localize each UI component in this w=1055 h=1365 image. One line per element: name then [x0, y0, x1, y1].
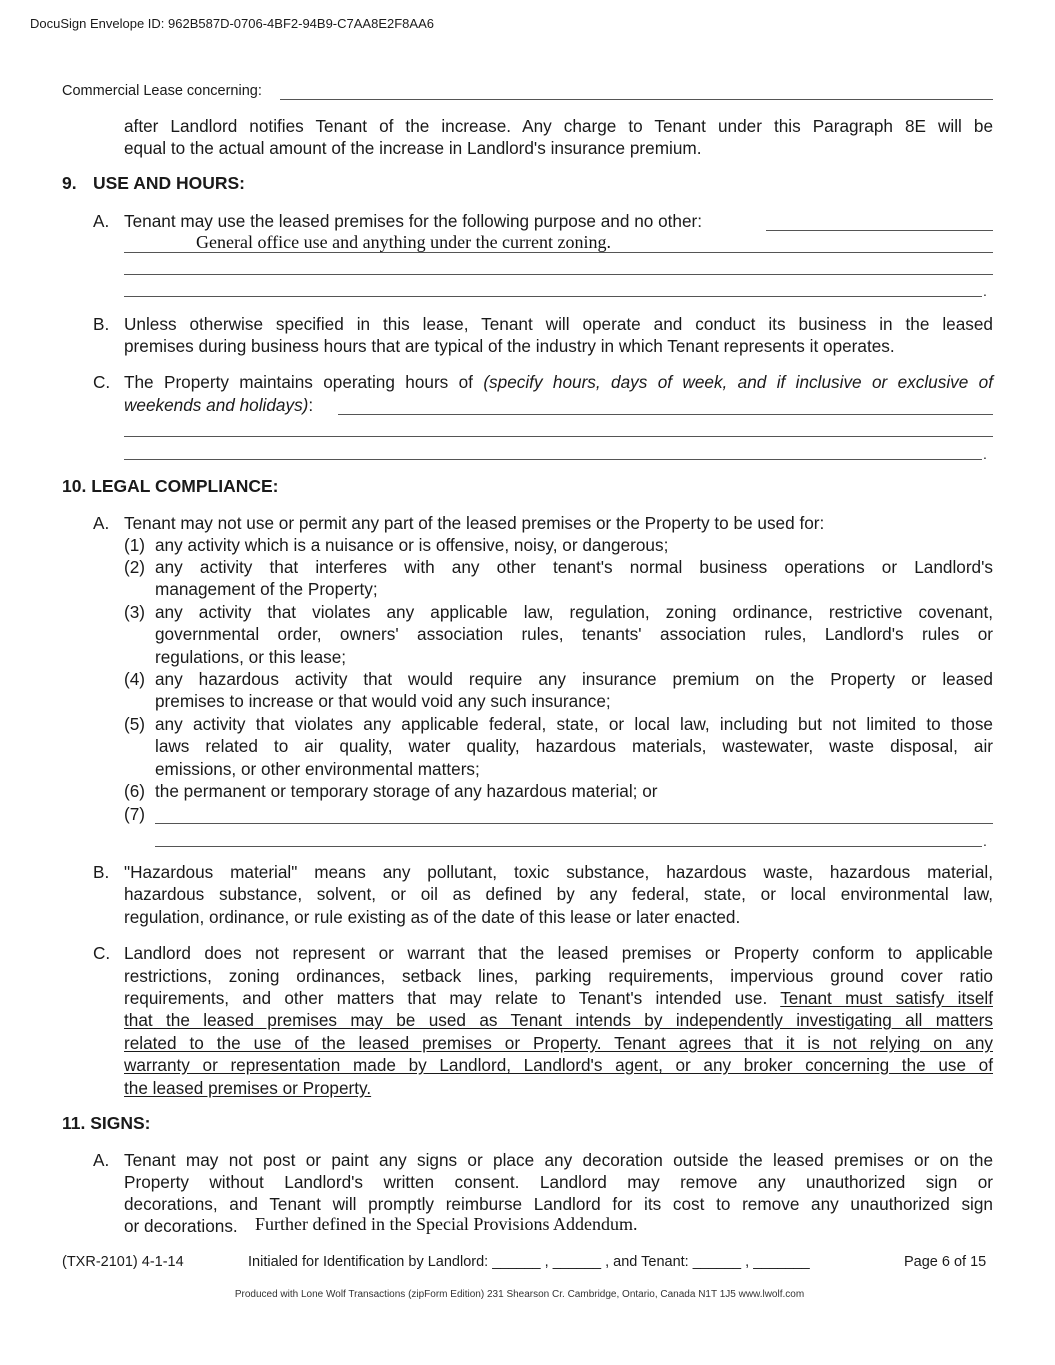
initials-line[interactable]: Initialed for Identification by Landlord: ______ , ______ , and Tenant: ______ , _______: [248, 1254, 810, 1270]
s10a-item-7-field-2[interactable]: [155, 846, 982, 847]
s10c-underlined-line-4: the leased premises or Property.: [124, 1078, 372, 1098]
s9c-hours-field-1[interactable]: [338, 414, 993, 415]
s9c-hours-field-3[interactable]: [124, 459, 982, 460]
s10a-item-7-num: (7): [124, 804, 146, 824]
s10a-item-4-line-2: premises to increase or that would void any such insurance;: [155, 691, 611, 711]
s9b-line-2: premises during business hours that are typical of the industry in which Tenant represents it operates.: [124, 336, 895, 356]
s10a-item-5-line-3: emissions, or other environmental matters;: [155, 759, 480, 779]
s10a-item-7-period: .: [983, 833, 987, 849]
s10c-line-2: restrictions, zoning ordinances, setback lines, parking requirements, impervious ground cover ratio: [124, 966, 993, 986]
s9a-purpose-field-4[interactable]: [124, 296, 982, 297]
section-9-title: USE AND HOURS:: [93, 173, 245, 193]
docusign-envelope-id: DocuSign Envelope ID: 962B587D-0706-4BF2-94B9-C7AA8E2F8AA6: [30, 16, 434, 31]
continuation-line-1: after Landlord notifies Tenant of the increase. Any charge to Tenant under this Paragraph 8E will be: [124, 116, 993, 136]
s10c-underlined-line-2: related to the use of the leased premises or Property. Tenant agrees that it is not relying on any: [124, 1033, 993, 1053]
lease-concerning-field[interactable]: [280, 99, 993, 100]
s11a-line-4: or decorations.: [124, 1216, 238, 1236]
s9c-letter: C.: [93, 372, 111, 392]
s9c-period: .: [983, 446, 987, 462]
continuation-line-2: equal to the actual amount of the increase in Landlord's insurance premium.: [124, 138, 702, 158]
s11a-line-2: Property without Landlord's written consent. Landlord may remove any unauthorized sign or: [124, 1172, 993, 1192]
s11a-line-3: decorations, and Tenant will promptly reimburse Landlord for its cost to remove any unauthorized sign: [124, 1194, 993, 1214]
produced-by: Produced with Lone Wolf Transactions (zipForm Edition) 231 Shearson Cr. Cambridge, Ontario, Canada N1T 1J5 www.lwolf.com: [234, 1289, 805, 1300]
s9a-purpose-field-3[interactable]: [124, 274, 993, 275]
s9a-period: .: [983, 283, 987, 299]
s10c-underlined-line-3: warranty or representation made by Landlord, Landlord's agent, or any broker concerning the use of: [124, 1055, 993, 1075]
s9c-line-1-italic: (specify hours, days of week, and if inclusive or exclusive of: [483, 372, 993, 392]
s10a-item-3-line-1: any activity that violates any applicable law, regulation, zoning ordinance, restrictive covenant,: [155, 602, 993, 622]
s10a-item-2-num: (2): [124, 557, 146, 577]
s10c-line-3-plain: requirements, and other matters that may relate to Tenant's intended use.: [124, 988, 781, 1008]
s10a-text: Tenant may not use or permit any part of the leased premises or the Property to be used for:: [124, 513, 825, 533]
s10a-item-5-num: (5): [124, 714, 146, 734]
s10a-item-2-line-1: any activity that interferes with any other tenant's normal business operations or Landlord's: [155, 557, 993, 577]
s9a-purpose-field-1[interactable]: [766, 230, 993, 231]
s11a-filled-text: Further defined in the Special Provisions Addendum.: [255, 1214, 638, 1234]
s10a-item-5-line-2: laws related to air quality, water quality, hazardous materials, wastewater, waste disposal, air: [155, 736, 993, 756]
s10a-item-6-num: (6): [124, 781, 146, 801]
s9c-line-2-colon: :: [308, 395, 314, 415]
section-11-title: 11. SIGNS:: [62, 1113, 151, 1133]
s10a-item-1-line-1: any activity which is a nuisance or is offensive, noisy, or dangerous;: [155, 535, 669, 555]
s9c-line-1-plain: The Property maintains operating hours of: [124, 372, 484, 392]
s10c-line-3-underlined: Tenant must satisfy itself: [780, 988, 993, 1008]
s9a-purpose-value: General office use and anything under the current zoning.: [196, 232, 612, 252]
s10a-item-2-line-2: management of the Property;: [155, 579, 378, 599]
s9c-line-2: [124, 394, 313, 416]
s10b-line-2: hazardous substance, solvent, or oil as defined by any federal, state, or local environmental law,: [124, 884, 993, 904]
s10c-line-3: [124, 987, 993, 1009]
s9c-line-2-italic: weekends and holidays): [124, 395, 309, 415]
s9c-hours-field-2[interactable]: [124, 436, 993, 437]
s10a-item-6-line-1: the permanent or temporary storage of any hazardous material; or: [155, 781, 658, 801]
s10a-letter: A.: [93, 513, 110, 533]
s11a-line-1: Tenant may not post or paint any signs or place any decoration outside the leased premises or on the: [124, 1150, 993, 1170]
section-9-number: 9.: [62, 173, 77, 193]
s9c-line-1: [124, 371, 993, 393]
s9a-text: Tenant may use the leased premises for the following purpose and no other:: [124, 211, 703, 231]
s9a-letter: A.: [93, 211, 110, 231]
s10a-item-1-num: (1): [124, 535, 146, 555]
s10a-item-4-line-1: any hazardous activity that would require any insurance premium on the Property or leased: [155, 669, 993, 689]
lease-concerning-label: Commercial Lease concerning:: [62, 83, 262, 99]
s10a-item-4-num: (4): [124, 669, 146, 689]
form-id: (TXR-2101) 4-1-14: [62, 1254, 184, 1270]
s10a-item-3-line-3: regulations, or this lease;: [155, 647, 347, 667]
s10a-item-3-num: (3): [124, 602, 146, 622]
s10b-line-1: "Hazardous material" means any pollutant, toxic substance, hazardous waste, hazardous material,: [124, 862, 993, 882]
s10c-underlined-line-1: that the leased premises may be used as Tenant intends by independently investigating all matters: [124, 1010, 993, 1030]
s10a-item-5-line-1: any activity that violates any applicable federal, state, or local law, including but not limited to those: [155, 714, 993, 734]
s10b-letter: B.: [93, 862, 110, 882]
section-10-title: 10. LEGAL COMPLIANCE:: [62, 476, 279, 496]
s10b-line-3: regulation, ordinance, or rule existing as of the date of this lease or later enacted.: [124, 907, 741, 927]
s10a-item-7-field-1[interactable]: [155, 823, 993, 824]
s9b-letter: B.: [93, 314, 110, 334]
page-number: Page 6 of 15: [904, 1254, 987, 1270]
s10a-item-3-line-2: governmental order, owners' association rules, tenants' association rules, Landlord's rules or: [155, 624, 993, 644]
s9b-line-1: Unless otherwise specified in this lease, Tenant will operate and conduct its business in the leased: [124, 314, 993, 334]
s11a-letter: A.: [93, 1150, 110, 1170]
s10c-line-1: Landlord does not represent or warrant that the leased premises or Property conform to applicable: [124, 943, 993, 963]
s10c-letter: C.: [93, 943, 111, 963]
